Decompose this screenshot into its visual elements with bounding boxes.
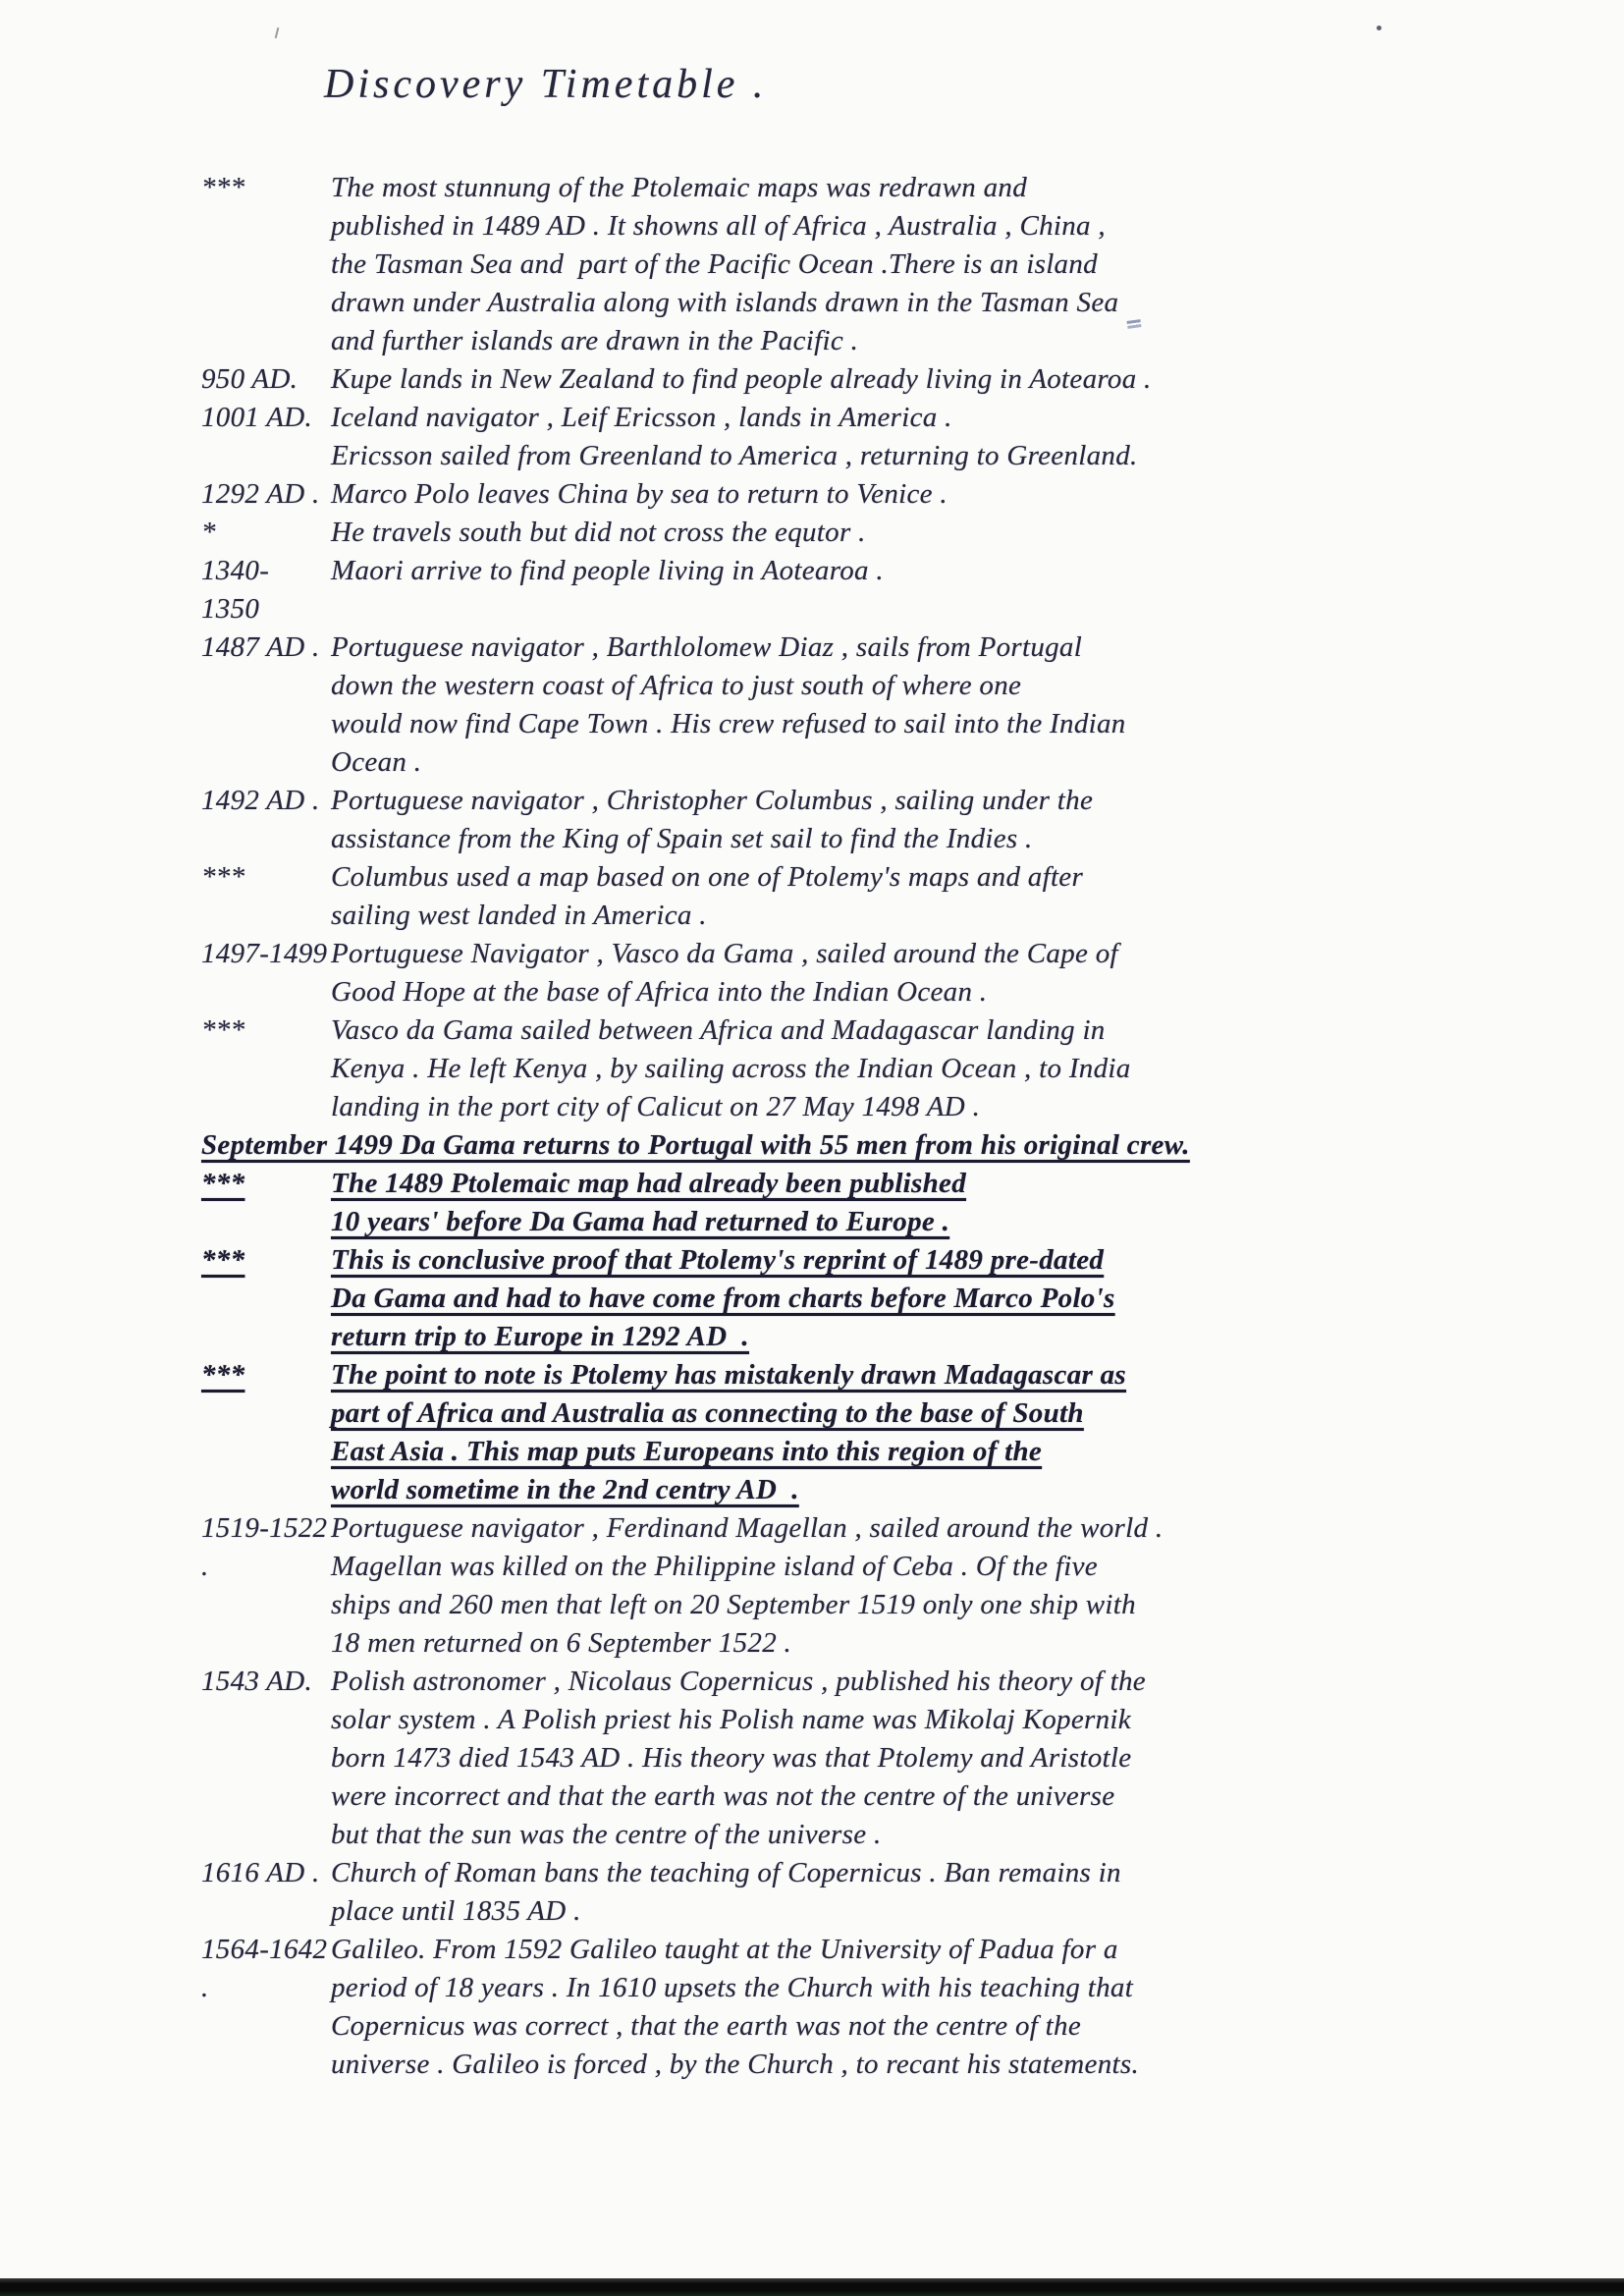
entry-text [331,552,884,629]
timeline-entry [0,935,1624,1011]
entry-date: 1487 AD . [201,631,320,663]
timeline-entry [0,1241,1624,1356]
entry-date: 1497-1499 [201,938,328,969]
text-line: Portuguese navigator , Barthlolomew Diaz , sails from Portugal [331,631,1083,663]
timeline-entry [0,1126,1624,1165]
entry-date: *** [201,172,245,203]
text-line: Marco Polo leaves China by sea to return to Venice . [331,478,947,510]
timeline-entry [0,514,1624,552]
text-line: The 1489 Ptolemaic map had already been published [331,1168,967,1199]
text-line: published in 1489 AD . It showns all of Africa , Australia , China , [331,210,1106,242]
timeline-entry [0,360,1624,399]
entry-text [331,1356,1126,1509]
text-line: return trip to Europe in 1292 AD . [331,1321,749,1352]
timeline-entry [0,1509,1624,1663]
timeline-entry [0,399,1624,475]
entry-date: 1340- 1350 [201,555,270,625]
text-line: The most stunnung of the Ptolemaic maps was redrawn and [331,172,1028,203]
entry-date: 1543 AD. [201,1666,313,1697]
entry-date: 1616 AD . [201,1857,320,1888]
entry-date: *** [201,1014,245,1046]
text-line: East Asia . This map puts Europeans into this region of the [331,1436,1043,1467]
text-line: assistance from the King of Spain set sail to find the Indies . [331,823,1033,854]
text-line: would now find Cape Town . His crew refused to sail into the Indian [331,708,1126,739]
entry-date: 1519-1522 . [201,1512,328,1582]
text-line: He travels south but did not cross the equtor . [331,517,866,548]
entry-date: 1492 AD . [201,785,320,816]
entry-text [331,514,866,552]
entry-date: *** [201,1244,245,1276]
entry-date: * [201,517,216,548]
text-line: 18 men returned on 6 September 1522 . [331,1627,792,1659]
timeline-entry [0,1356,1624,1509]
text-line: Church of Roman bans the teaching of Copernicus . Ban remains in [331,1857,1121,1888]
entry-text [331,782,1093,858]
text-line: and further islands are drawn in the Pacific . [331,325,859,356]
timeline-entry [0,782,1624,858]
entry-date: 1001 AD. [201,402,313,433]
text-line: 10 years' before Da Gama had returned to Europe . [331,1206,950,1237]
entry-date: *** [201,861,245,893]
entry-text [331,1241,1115,1356]
text-line: part of Africa and Australia as connecting to the base of South [331,1397,1084,1429]
timeline-entry [0,1011,1624,1126]
text-line: down the western coast of Africa to just south of where one [331,670,1022,701]
entry-date: 1292 AD . [201,478,320,510]
timeline-entry [0,552,1624,629]
text-line: Galileo. From 1592 Galileo taught at the University of Padua for a [331,1934,1118,1965]
entry-text [331,1509,1163,1663]
text-line: world sometime in the 2nd centry AD . [331,1474,799,1505]
text-line: solar system . A Polish priest his Polish name was Mikolaj Kopernik [331,1704,1131,1735]
text-line: period of 18 years . In 1610 upsets the Church with his teaching that [331,1972,1134,2003]
text-line: The point to note is Ptolemy has mistakenly drawn Madagascar as [331,1359,1127,1391]
timeline-entry [0,858,1624,935]
text-line: Ocean . [331,746,422,778]
text-line: Ericsson sailed from Greenland to America , returning to Greenland. [331,440,1138,471]
text-line: Copernicus was correct , that the earth was not the centre of the [331,2010,1081,2042]
text-line: September 1499 Da Gama returns to Portugal with 55 men from his original crew. [201,1129,1190,1161]
text-line: drawn under Australia along with islands drawn in the Tasman Sea [331,287,1119,318]
text-line: Portuguese Navigator , Vasco da Gama , sailed around the Cape of [331,938,1118,969]
entry-date: *** [201,1359,245,1391]
timeline-entry [0,1165,1624,1241]
text-line: Magellan was killed on the Philippine island of Ceba . Of the five [331,1551,1098,1582]
entry-text [331,1165,966,1241]
entry-text [331,935,1118,1011]
timeline-entry [0,1663,1624,1854]
entry-text [331,1931,1139,2084]
entry-text [331,399,1138,475]
text-line: the Tasman Sea and part of the Pacific Ocean .There is an island [331,248,1098,280]
entry-text [331,475,947,514]
timeline-entry [0,629,1624,782]
scan-edge-bottom-bar [0,2278,1624,2296]
scan-speck-tick [275,27,280,38]
entry-text [331,1663,1146,1854]
entry-text [201,1126,1190,1165]
entry-text [331,360,1152,399]
timeline-entry [0,169,1624,360]
text-line: Kupe lands in New Zealand to find people already living in Aotearoa . [331,363,1152,395]
text-line: landing in the port city of Calicut on 27 May 1498 AD . [331,1091,981,1122]
text-line: but that the sun was the centre of the universe . [331,1819,882,1850]
entry-text [331,858,1083,935]
text-line: This is conclusive proof that Ptolemy's reprint of 1489 pre-dated [331,1244,1105,1276]
entry-text [331,1011,1131,1126]
entry-date: *** [201,1168,245,1199]
page-title: Discovery Timetable . [324,62,768,107]
text-line: were incorrect and that the earth was not the centre of the universe [331,1780,1115,1812]
entry-text [331,629,1126,782]
timeline-entry [0,1854,1624,1931]
text-line: Kenya . He left Kenya , by sailing across the Indian Ocean , to India [331,1053,1131,1084]
text-line: Iceland navigator , Leif Ericsson , lands in America . [331,402,952,433]
text-line: born 1473 died 1543 AD . His theory was that Ptolemy and Aristotle [331,1742,1132,1774]
text-line: Portuguese navigator , Christopher Columbus , sailing under the [331,785,1094,816]
text-line: ships and 260 men that left on 20 September 1519 only one ship with [331,1589,1136,1620]
text-line: Vasco da Gama sailed between Africa and Madagascar landing in [331,1014,1106,1046]
timeline-entry [0,475,1624,514]
text-line: universe . Galileo is forced , by the Church , to recant his statements. [331,2049,1139,2080]
text-line: Good Hope at the base of Africa into the Indian Ocean . [331,976,988,1008]
text-line: place until 1835 AD . [331,1895,581,1927]
entry-date: 950 AD. [201,363,298,395]
text-line: Maori arrive to find people living in Aotearoa . [331,555,884,586]
text-line: Portuguese navigator , Ferdinand Magellan , sailed around the world . [331,1512,1164,1544]
entry-text [331,1854,1121,1931]
timeline-entry [0,1931,1624,2084]
text-line: Da Gama and had to have come from charts before Marco Polo's [331,1283,1115,1314]
timeline-entries [0,169,1624,2084]
text-line: sailing west landed in America . [331,900,707,931]
text-line: Polish astronomer , Nicolaus Copernicus , published his theory of the [331,1666,1146,1697]
scan-speck-dot [1377,26,1381,30]
text-line: Columbus used a map based on one of Ptolemy's maps and after [331,861,1084,893]
entry-text [331,169,1118,360]
entry-date: 1564-1642 . [201,1934,328,2003]
